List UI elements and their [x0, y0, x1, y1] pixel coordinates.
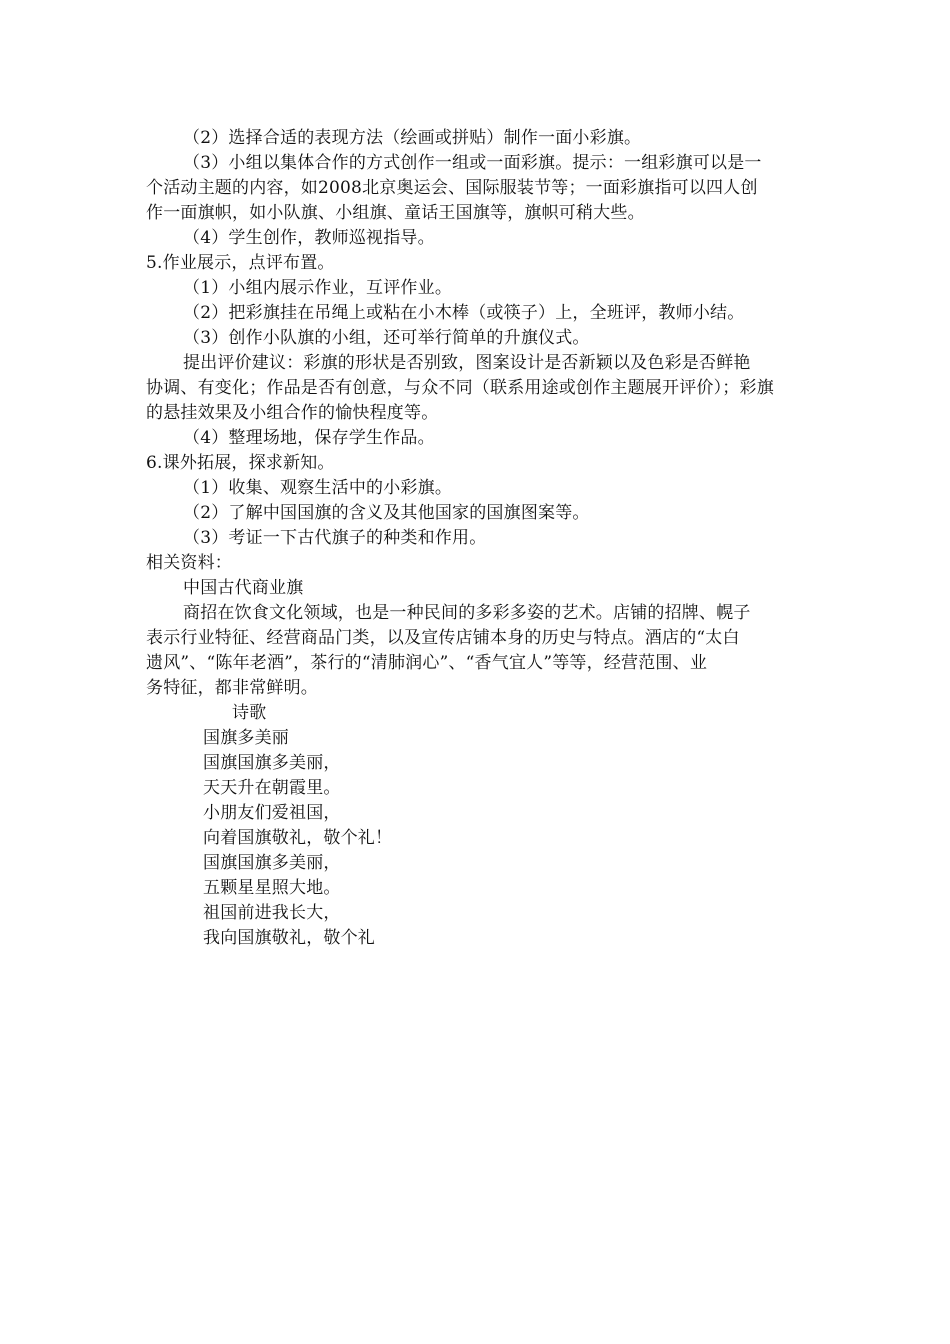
- text-line: （3）创作小队旗的小组，还可举行简单的升旗仪式。: [183, 328, 590, 348]
- section-heading: 6.课外拓展，探求新知。: [146, 453, 335, 473]
- text-line: 协调、有变化；作品是否有创意，与众不同（联系用途或创作主题展开评价）；彩旗: [146, 378, 774, 398]
- text-line: 个活动主题的内容，如2008北京奥运会、国际服装节等；一面彩旗指可以四人创: [146, 178, 758, 198]
- text-line: （2）了解中国国旗的含义及其他国家的国旗图案等。: [183, 503, 590, 523]
- poem-section-label: 诗歌: [232, 703, 267, 723]
- poem-line: 祖国前进我长大，: [203, 903, 341, 923]
- poem-line: 国旗国旗多美丽，: [203, 853, 341, 873]
- poem-title: 国旗多美丽: [203, 728, 289, 748]
- section-heading: 相关资料：: [146, 553, 232, 573]
- poem-line: 五颗星星照大地。: [203, 878, 341, 898]
- poem-line: 国旗国旗多美丽，: [203, 753, 341, 773]
- text-line: 表示行业特征、经营商品门类，以及宣传店铺本身的历史与特点。酒店的“太白: [146, 628, 740, 648]
- poem-line: 向着国旗敬礼，敬个礼！: [203, 828, 393, 848]
- text-line: （2）把彩旗挂在吊绳上或粘在小木棒（或筷子）上，全班评，教师小结。: [183, 303, 745, 323]
- text-line: （1）收集、观察生活中的小彩旗。: [183, 478, 453, 498]
- poem-line: 天天升在朝霞里。: [203, 778, 341, 798]
- poem-line: 小朋友们爱祖国，: [203, 803, 341, 823]
- text-line: （2）选择合适的表现方法（绘画或拼贴）制作一面小彩旗。: [183, 128, 642, 148]
- subheading: 中国古代商业旗: [183, 578, 304, 598]
- text-line: （1）小组内展示作业，互评作业。: [183, 278, 453, 298]
- text-line: （3）考证一下古代旗子的种类和作用。: [183, 528, 487, 548]
- text-line: （3）小组以集体合作的方式创作一组或一面彩旗。提示：一组彩旗可以是一: [183, 153, 762, 173]
- text-line: 的悬挂效果及小组合作的愉快程度等。: [146, 403, 439, 423]
- section-heading: 5.作业展示，点评布置。: [146, 253, 335, 273]
- text-line: 提出评价建议：彩旗的形状是否别致，图案设计是否新颖以及色彩是否鲜艳: [183, 353, 751, 373]
- text-line: 商招在饮食文化领域，也是一种民间的多彩多姿的艺术。店铺的招牌、幌子: [183, 603, 751, 623]
- text-line: 务特征，都非常鲜明。: [146, 678, 318, 698]
- poem-line: 我向国旗敬礼，敬个礼: [203, 928, 375, 948]
- text-line: 遗风”、“陈年老酒”，茶行的“清肺润心”、“香气宜人”等等，经营范围、业: [146, 653, 708, 673]
- text-line: 作一面旗帜，如小队旗、小组旗、童话王国旗等，旗帜可稍大些。: [146, 203, 645, 223]
- text-line: （4）整理场地，保存学生作品。: [183, 428, 435, 448]
- text-line: （4）学生创作，教师巡视指导。: [183, 228, 435, 248]
